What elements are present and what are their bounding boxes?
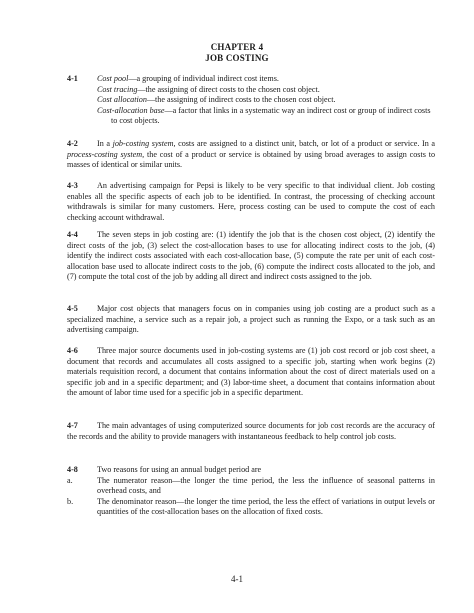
- entry-text: The main advantages of using computerized source documents for job cost records are the accuracy of the records and the ability to provide managers with instantaneous feedback to help control job costs.: [67, 421, 435, 441]
- text-run: In a: [97, 139, 113, 148]
- definition-list: [97, 74, 435, 127]
- entry-4-8: [67, 465, 435, 518]
- entry-text: An advertising campaign for Pepsi is likely to be very specific to that individual client. Job costing enables all the specific aspects of each job to be identified. In contrast, the processing of checking account withdrawals is similar for many customers. Here, process costing can be used to compute the cost of each checking account withdrawal.: [67, 181, 435, 222]
- entry-4-6: [67, 346, 435, 399]
- entry-text: [67, 139, 435, 171]
- entry-number: 4-5: [67, 304, 78, 313]
- italic-term: process-costing system,: [67, 149, 145, 159]
- definition-item: [97, 95, 435, 106]
- chapter-title: CHAPTER 4: [210, 42, 264, 52]
- chapter-subtitle: JOB COSTING: [205, 53, 269, 63]
- entry-number: 4-7: [67, 421, 78, 430]
- entry-text: Major cost objects that managers focus on in companies using job costing are a product such as a specialized machine, a service such as a repair job, a project such as running the Expo, or a task such as an advertising campaign.: [67, 304, 435, 335]
- entry-4-2: [67, 139, 435, 171]
- entry-text: The seven steps in job costing are: (1) identify the job that is the chosen cost object, (2) identify the direct costs of the job, (3) select the cost-allocation bases to use for allocating indirect costs to the job, (4) identify the indirect costs associated with each cost-allocation base, (5) compute the rate per unit of each cost-allocation base used to allocate indirect costs to the job, (6) compute the indirect costs allocated to the job, and (7) compute the total cost of the job by adding all direct and indirect costs assigned to the job.: [67, 230, 435, 282]
- entry-lead: Two reasons for using an annual budget period are: [97, 465, 262, 474]
- text-run: the cost of a product or service is obtained by using broad averages to assign costs to masses of identical or similar units.: [67, 149, 436, 170]
- page-number: 4-1: [231, 574, 243, 584]
- entry-4-4: [67, 230, 435, 283]
- definition-text: —the assigning of indirect costs to the chosen cost object.: [146, 95, 336, 105]
- definition-text: —a grouping of individual indirect cost items.: [128, 74, 279, 83]
- entry-number: 4-4: [67, 230, 78, 239]
- entry-text: Three major source documents used in job-costing systems are (1) job cost record or job cost sheet, a document that records and accumulates all costs assigned to a specific job, starting when work begins (2) materials requisition record, a document that contains information about the cost of direct materials used on a specific job and in a specific department; and (3) labor-time sheet, a document that contains information about the amount of labor time used for a specific job in a specific department.: [67, 346, 435, 398]
- definition-item: [97, 85, 435, 96]
- entry-number: 4-1: [67, 74, 78, 83]
- definition-term: Cost tracing: [97, 84, 138, 94]
- list-item: [67, 476, 435, 497]
- entry-number: 4-8: [67, 465, 78, 474]
- text-run: costs are assigned to a distinct unit, batch, or lot of a product or service. In a: [175, 139, 435, 148]
- definition-term: Cost-allocation base: [97, 105, 165, 115]
- list-item-letter: b.: [67, 496, 74, 506]
- entry-number: 4-3: [67, 181, 78, 190]
- list-item-text: The numerator reason—the longer the time period, the less the influence of seasonal patterns in overhead costs, and: [97, 475, 435, 496]
- definition-item: [97, 74, 435, 85]
- entry-4-5: [67, 304, 435, 336]
- entry-4-7: [67, 421, 435, 442]
- definition-text: —the assigning of direct costs to the chosen cost object.: [137, 84, 320, 94]
- italic-term: job-costing system,: [112, 139, 176, 148]
- definition-item: [97, 106, 435, 127]
- entry-number: 4-2: [67, 139, 78, 148]
- list-item-letter: a.: [67, 475, 73, 485]
- definition-term: Cost allocation: [97, 95, 147, 105]
- entry-number: 4-6: [67, 346, 78, 355]
- entry-4-3: [67, 181, 435, 223]
- definition-text: —a factor that links in a systematic way an indirect cost or group of indirect costs to cost objects.: [111, 105, 431, 126]
- list-item: [67, 497, 435, 518]
- definition-term: Cost pool: [97, 74, 129, 83]
- list-item-text: The denominator reason—the longer the time period, the less the effect of variations in output levels or quantities of the cost-allocation bases on the allocation of fixed costs.: [97, 496, 435, 517]
